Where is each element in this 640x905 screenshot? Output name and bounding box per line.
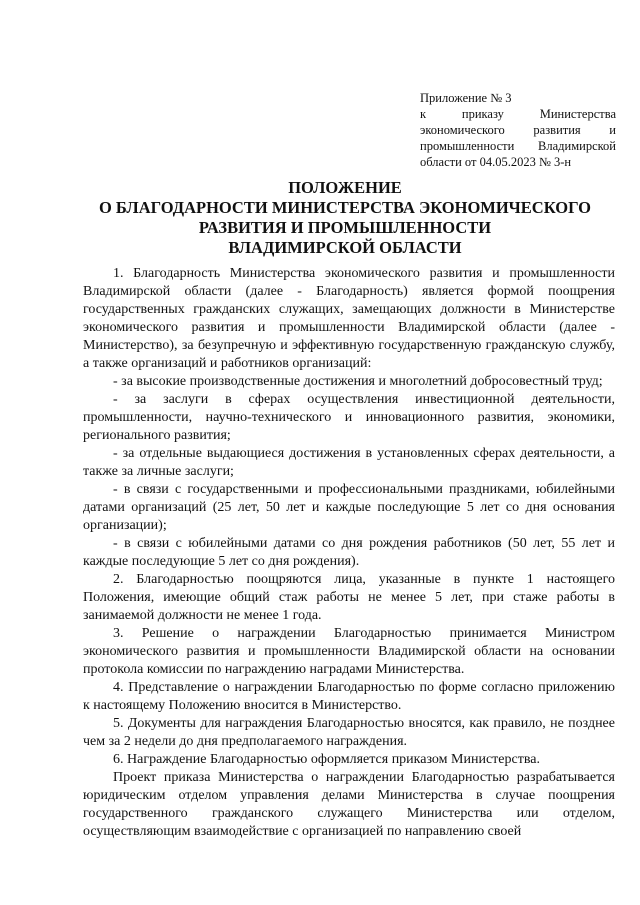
title-line: ПОЛОЖЕНИЕ xyxy=(288,178,402,197)
paragraph: - за заслуги в сферах осуществления инвестиционной деятельности, промышленности, научно-технического и инновационного развития, экономики, регионального развития; xyxy=(83,392,615,443)
appendix-line: области от 04.05.2023 № 3-н xyxy=(420,155,572,169)
document-title xyxy=(70,178,620,258)
paragraph: 6. Награждение Благодарностью оформляется приказом Министерства. xyxy=(113,752,540,767)
paragraph: 3. Решение о награждении Благодарностью принимается Министром экономического развития и промышленности Владимирской области на основании протокола комиссии по награждению наградами Министерства. xyxy=(83,626,615,677)
appendix-line: промышленности Владимирской xyxy=(420,139,616,153)
paragraph: 4. Представление о награждении Благодарностью по форме согласно приложению к настоящему Положению вносится в Министерство. xyxy=(83,680,615,713)
document-body xyxy=(83,265,615,841)
paragraph: 5. Документы для награждения Благодарностью вносятся, как правило, не позднее чем за 2 недели до дня предполагаемого награждения. xyxy=(83,716,615,749)
paragraph: - в связи с юбилейными датами со дня рождения работников (50 лет, 55 лет и каждые последующие 5 лет со дня рождения). xyxy=(83,536,615,569)
title-line: ВЛАДИМИРСКОЙ ОБЛАСТИ xyxy=(228,238,462,257)
title-line: О БЛАГОДАРНОСТИ МИНИСТЕРСТВА ЭКОНОМИЧЕСКОГО xyxy=(98,198,592,217)
title-line: РАЗВИТИЯ И ПРОМЫШЛЕННОСТИ xyxy=(198,218,492,237)
paragraph: Проект приказа Министерства о награждении Благодарностью разрабатывается юридическим отделом управления делами Министерства в случае поощрения государственного гражданского служащего Министерства или отделом, осуществляющим взаимодействие с организацией по направлению своей xyxy=(83,770,615,839)
appendix-line: экономического развития и xyxy=(420,123,616,137)
paragraph: - в связи с государственными и профессиональными праздниками, юбилейными датами организаций (25 лет, 50 лет и каждые последующие 5 лет со дня основания организации); xyxy=(83,482,615,533)
appendix-line: к приказу Министерства xyxy=(420,107,616,121)
appendix-reference xyxy=(420,90,616,170)
paragraph: - за высокие производственные достижения и многолетний добросовестный труд; xyxy=(113,374,603,389)
paragraph: 2. Благодарностью поощряются лица, указанные в пункте 1 настоящего Положения, имеющие общий стаж работы не менее 5 лет, при стаже работы в занимаемой должности не менее 1 года. xyxy=(83,572,615,623)
appendix-line: Приложение № 3 xyxy=(420,91,512,105)
paragraph: 1. Благодарность Министерства экономического развития и промышленности Владимирской области (далее - Благодарность) является формой поощрения государственных гражданских служащих, замещающих должности в Министерстве экономического развития и промышленности Владимирской области (далее - Министерство), за безупречную и эффективную государственную гражданскую службу, а также организаций и работников организаций: xyxy=(83,266,615,371)
paragraph: - за отдельные выдающиеся достижения в установленных сферах деятельности, а также за личные заслуги; xyxy=(83,446,615,479)
